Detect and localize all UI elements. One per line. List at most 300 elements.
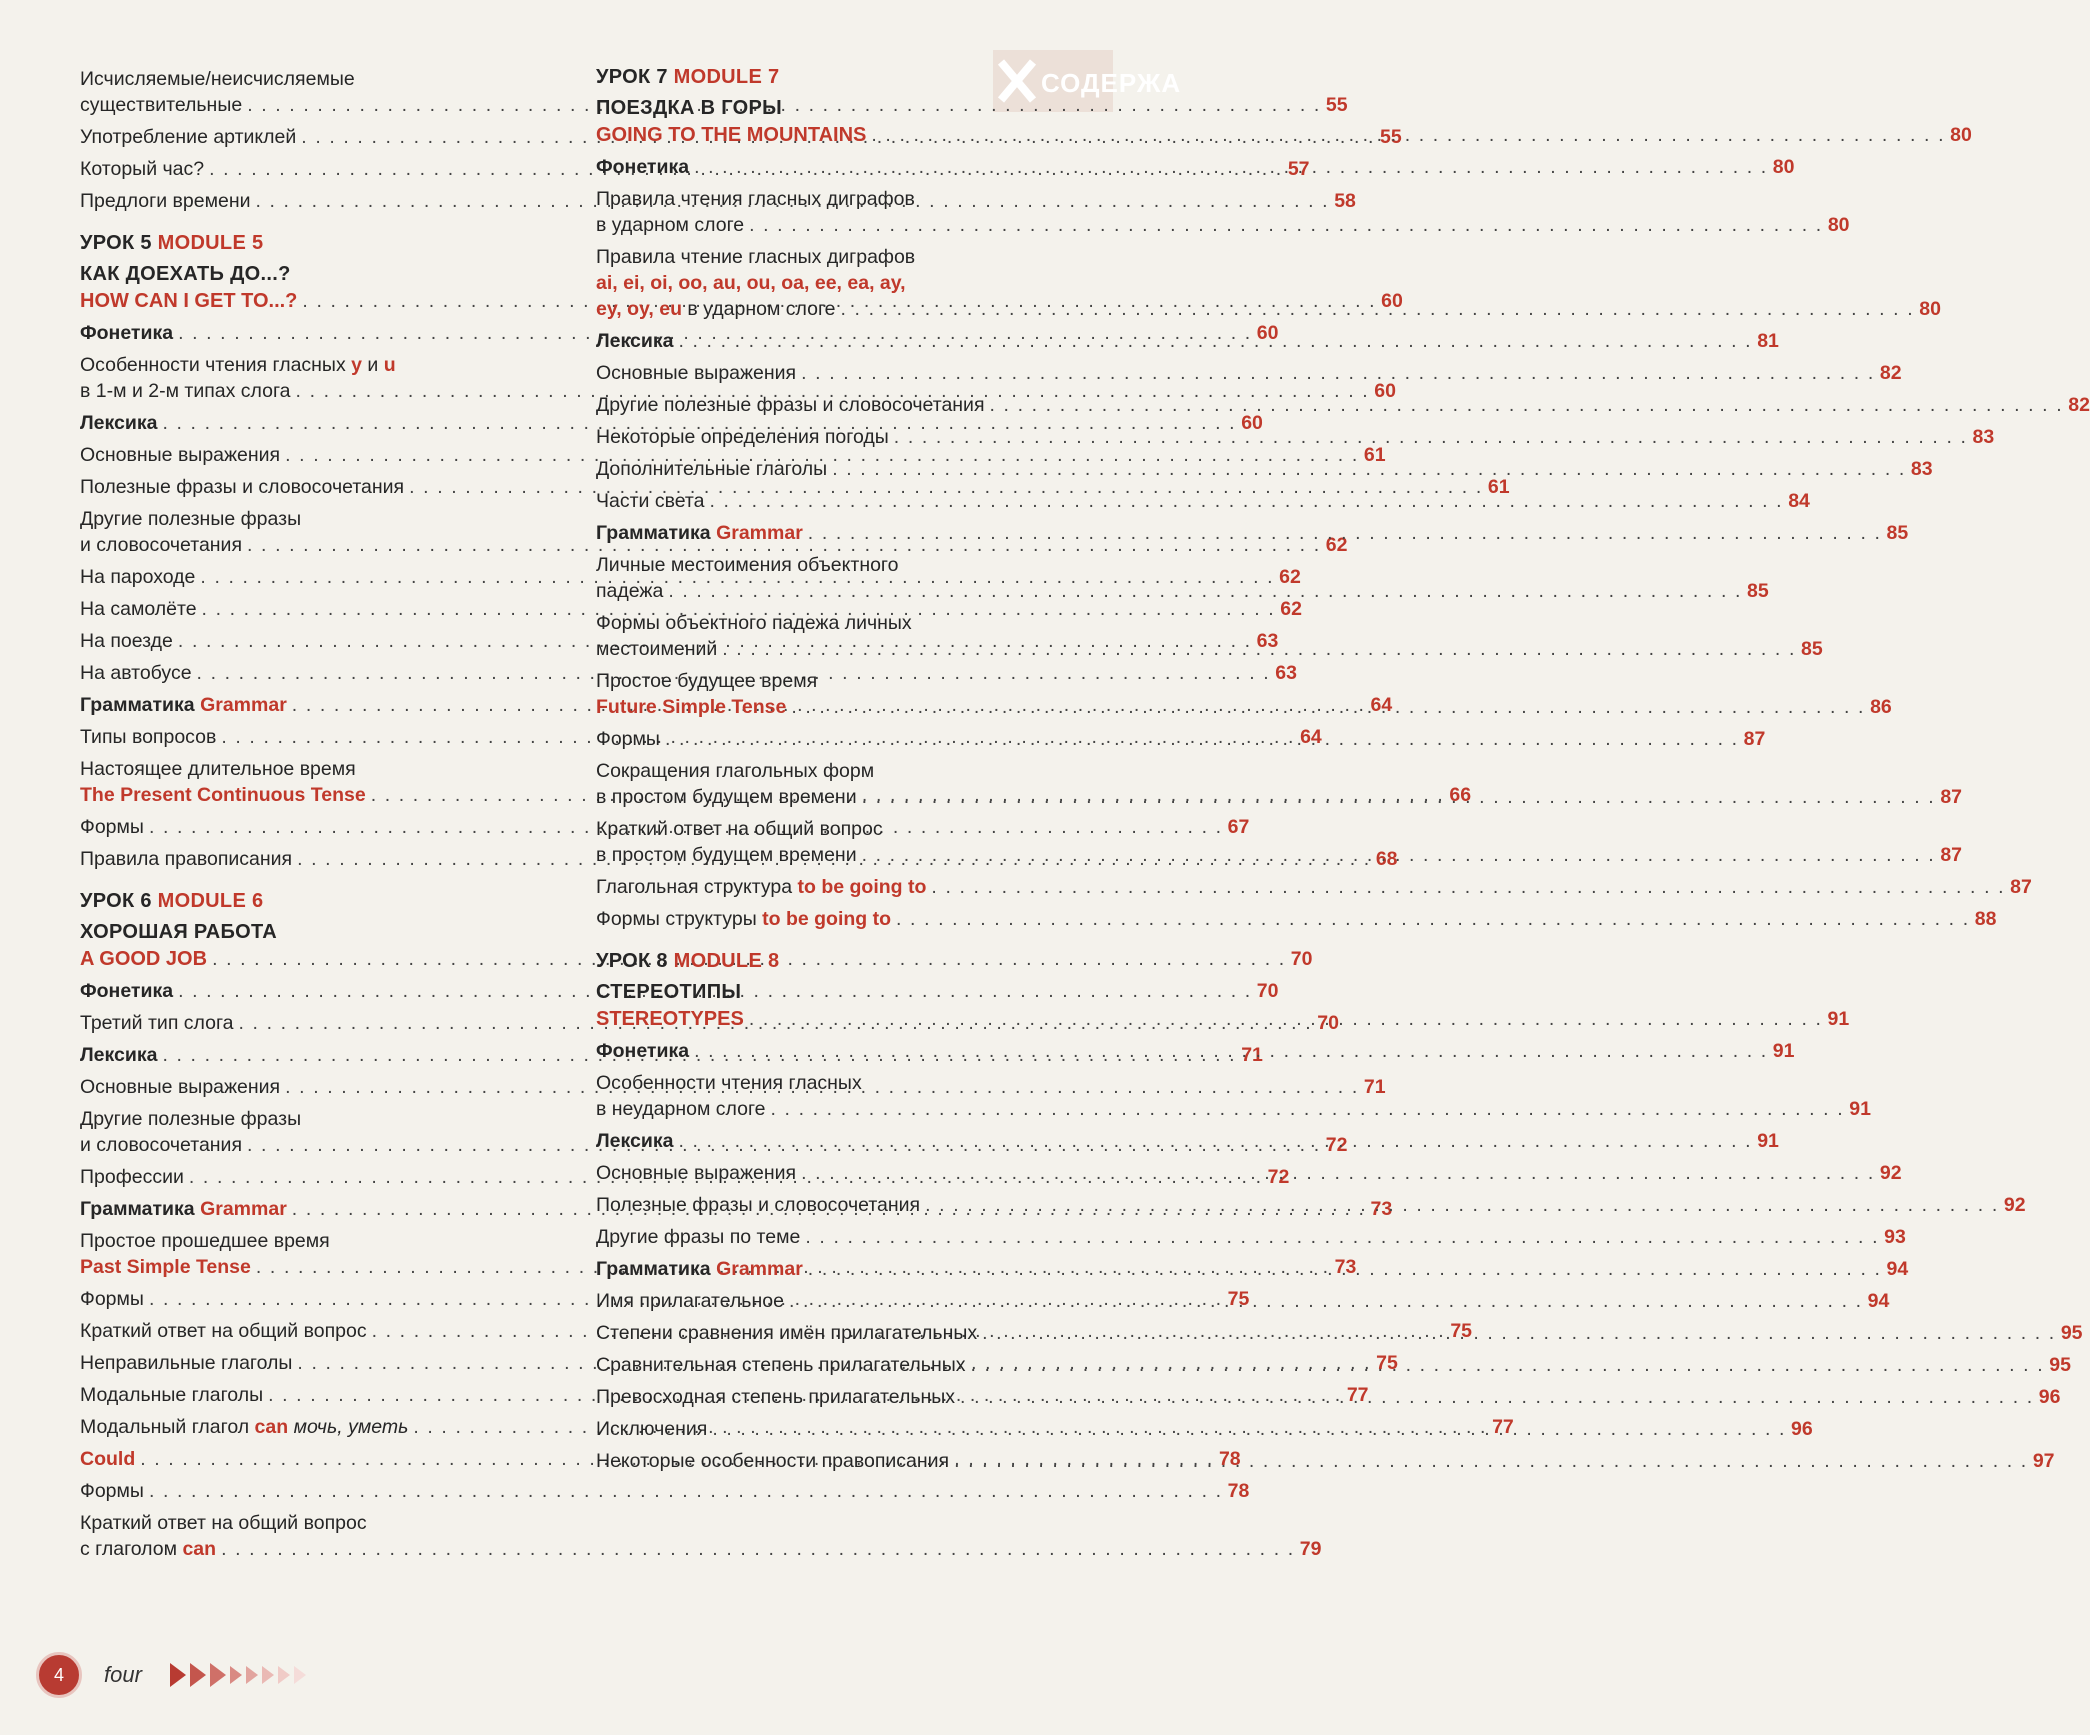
toc-page-number: 81 xyxy=(1757,330,1779,352)
toc-entry-label xyxy=(596,154,689,180)
toc-entry-text: На самолёте xyxy=(80,598,197,620)
module-number: MODULE 7 xyxy=(673,66,780,88)
lesson-heading xyxy=(80,890,570,913)
toc-entry-text: Сокращения глагольных форм xyxy=(596,760,875,782)
toc-entry-row xyxy=(80,442,1386,468)
toc-entry-label xyxy=(596,1352,966,1378)
toc-page-number: 72 xyxy=(1325,1134,1348,1156)
leader-dots xyxy=(722,636,1796,662)
toc-entry-row xyxy=(596,456,1933,482)
toc-page-number: 94 xyxy=(1867,1290,1890,1312)
toc-entry-text: Третий тип слога xyxy=(80,1012,234,1034)
toc-entry-label xyxy=(80,628,173,654)
toc-entry-label xyxy=(596,1038,689,1064)
toc-entry-label xyxy=(80,1414,408,1440)
toc-entry-row xyxy=(80,474,1510,500)
toc-entry-line xyxy=(80,1228,570,1254)
toc-entry xyxy=(80,474,1510,500)
arrow-right-icon xyxy=(294,1666,306,1684)
toc-entry-text: Модальный глагол xyxy=(80,1416,255,1438)
toc-entry-row xyxy=(596,360,1902,386)
toc-entry-heading: Грамматика xyxy=(596,522,711,544)
toc-page-number: 62 xyxy=(1279,566,1301,588)
toc-entry-label xyxy=(80,724,216,750)
leader-dots xyxy=(668,578,1742,604)
toc-entry-label xyxy=(80,1042,157,1068)
toc-entry-label xyxy=(596,906,891,932)
lesson-number: УРОК 6 xyxy=(80,890,152,912)
toc-entry-lines xyxy=(80,442,1386,468)
toc-entry-text: падежа xyxy=(596,580,664,602)
toc-entry-text: Формы xyxy=(80,1480,144,1502)
toc-page-number: 91 xyxy=(1827,1008,1850,1030)
toc-entry-label xyxy=(80,1318,367,1344)
arrow-right-icon xyxy=(210,1662,226,1688)
leader-dots xyxy=(931,874,2005,900)
toc-page-number: 70 xyxy=(1317,1012,1339,1034)
toc-page-number: 92 xyxy=(1879,1162,1902,1184)
toc-entry-heading: Фонетика xyxy=(596,1040,690,1062)
toc-entry-label xyxy=(80,1074,280,1100)
toc-entry-highlight: to be going to xyxy=(797,876,927,898)
toc-entry-heading: Лексика xyxy=(596,1130,674,1152)
toc-entry-label xyxy=(80,378,291,404)
arrow-right-icon xyxy=(278,1666,290,1684)
toc-entry-text: Полезные фразы и словосочетания xyxy=(80,476,405,498)
toc-entry-row xyxy=(596,488,1810,514)
toc-page-number: 71 xyxy=(1363,1076,1386,1098)
leader-dots xyxy=(694,1038,1768,1064)
leader-dots xyxy=(665,726,1739,752)
toc-entry-highlight: Grammar xyxy=(716,522,803,544)
toc-entry-label xyxy=(80,596,197,622)
toc-entry-text: Краткий ответ на общий вопрос xyxy=(80,1512,367,1534)
toc-page-number: 62 xyxy=(1280,598,1302,620)
toc-entry-label xyxy=(596,520,803,546)
toc-entry-label xyxy=(80,442,280,468)
toc-entry-row xyxy=(80,410,1263,436)
toc-entry-lines xyxy=(596,1224,1906,1250)
toc-entry-label xyxy=(596,1288,784,1314)
toc-entry-text: Профессии xyxy=(80,1166,184,1188)
arrow-right-icon xyxy=(262,1666,274,1684)
toc-entry-text: Настоящее длительное время xyxy=(80,758,356,780)
toc-page-number: 75 xyxy=(1450,1320,1473,1342)
toc-entry-row xyxy=(80,1478,1250,1504)
leader-dots xyxy=(789,1288,1863,1314)
page-number-badge: 4 xyxy=(36,1652,82,1698)
toc-page-number: 82 xyxy=(2068,394,2090,416)
toc-entry-text: Дополнительные глаголы xyxy=(596,458,828,480)
toc-entry-text: в ударном слоге xyxy=(681,298,836,320)
leader-dots xyxy=(862,784,1936,810)
leader-dots xyxy=(771,1096,1845,1122)
lesson-number: УРОК 8 xyxy=(596,950,668,972)
toc-entry-label xyxy=(80,1196,287,1222)
lesson-heading xyxy=(596,950,1078,973)
toc-entry-line xyxy=(80,1106,570,1132)
leader-dots xyxy=(791,694,1865,720)
toc-entry-text: Формы xyxy=(80,1288,144,1310)
toc-page-number: 86 xyxy=(1870,696,1892,718)
toc-page-number: 70 xyxy=(1290,948,1313,970)
toc-entry-line xyxy=(596,186,1078,212)
leader-dots xyxy=(221,1536,1295,1562)
toc-entry-highlight: u xyxy=(383,354,396,376)
toc-page-number: 96 xyxy=(1791,1418,1813,1440)
toc-entry-label xyxy=(596,456,827,482)
toc-entry-text: Основные выражения xyxy=(596,362,797,384)
toc-entry-label xyxy=(596,360,796,386)
toc-entry-line xyxy=(596,816,1078,842)
toc-entry xyxy=(596,424,1995,450)
toc-entry-lines xyxy=(80,596,1302,622)
toc-entry-label xyxy=(596,1256,803,1282)
toc-entry-heading: Фонетика xyxy=(596,156,690,178)
toc-entry-highlight: Future Simple Tense xyxy=(596,696,787,718)
toc-entry-label xyxy=(596,1320,977,1346)
toc-entry-row xyxy=(80,1536,1322,1562)
toc-entry-text: Формы xyxy=(596,728,660,750)
toc-entry-text: в простом будущем времени xyxy=(596,786,857,808)
arrow-right-icon xyxy=(246,1666,258,1684)
toc-entry-text: Степени сравнения имён прилагательных xyxy=(596,1322,978,1344)
toc-entry-text: Формы xyxy=(80,816,144,838)
toc-page-number: 80 xyxy=(1950,124,1972,146)
toc-entry-label xyxy=(596,1384,955,1410)
leader-dots xyxy=(832,456,1906,482)
toc-entry-row xyxy=(596,424,1995,450)
toc-entry-text: Модальные глаголы xyxy=(80,1384,264,1406)
arrow-right-icon xyxy=(170,1662,186,1688)
toc-entry-text: Краткий ответ на общий вопрос xyxy=(596,818,883,840)
toc-entry-lines xyxy=(596,424,1995,450)
toc-page-number: 80 xyxy=(1772,156,1795,178)
toc-entry-highlight: can xyxy=(254,1416,289,1438)
toc-entry-label xyxy=(596,874,926,900)
toc-page-number: 73 xyxy=(1370,1198,1393,1220)
toc-entry-heading: Лексика xyxy=(80,1044,158,1066)
toc-entry-text: в простом будущем времени xyxy=(596,844,857,866)
lesson-title: КАК ДОЕХАТЬ ДО...? xyxy=(80,263,291,285)
toc-entry-lines xyxy=(80,474,1510,500)
toc-entry-heading: Грамматика xyxy=(80,1198,195,1220)
toc-entry-heading: Фонетика xyxy=(80,980,174,1002)
leader-dots xyxy=(894,424,1968,450)
toc-entry-label xyxy=(80,320,173,346)
module-number: MODULE 8 xyxy=(673,950,780,972)
leader-dots xyxy=(982,1320,2056,1346)
toc-page-number: 83 xyxy=(1972,426,1995,448)
page-footer xyxy=(36,1652,310,1698)
toc-page-number: 80 xyxy=(1827,214,1850,236)
leader-dots xyxy=(808,1256,1882,1282)
toc-entry-text: Части света xyxy=(596,490,705,512)
toc-entry xyxy=(80,1510,1322,1562)
toc-page-number: 79 xyxy=(1299,1538,1322,1560)
toc-page-number: 82 xyxy=(1879,362,1902,384)
lesson-subtitle: STEREOTYPES xyxy=(596,1008,744,1030)
toc-entry-label xyxy=(80,1446,135,1472)
arrow-right-icon xyxy=(190,1662,206,1688)
toc-entry-label xyxy=(80,564,195,590)
leader-dots xyxy=(841,296,1915,322)
toc-entry-text: На поезде xyxy=(80,630,173,652)
leader-dots xyxy=(801,360,1875,386)
toc-entry xyxy=(80,410,1263,436)
toc-entry-text: мочь, уметь xyxy=(288,1416,409,1438)
toc-entry-text: Сравнительная степень прилагательных xyxy=(596,1354,966,1376)
toc-page-number: 75 xyxy=(1227,1288,1250,1310)
toc-page-number: 84 xyxy=(1788,490,1810,512)
toc-entry-line xyxy=(80,756,570,782)
toc-entry-line xyxy=(596,270,1078,296)
toc-entry-row xyxy=(596,578,1769,604)
toc-entry-label xyxy=(80,1536,216,1562)
toc-entry-lines xyxy=(596,874,2032,900)
toc-page-number: 70 xyxy=(1256,980,1279,1002)
toc-page-number: 62 xyxy=(1325,534,1348,556)
toc-page-number: 85 xyxy=(1747,580,1769,602)
toc-page-number: 63 xyxy=(1275,662,1297,684)
toc-entry-label xyxy=(596,296,836,322)
toc-entry-highlight: Grammar xyxy=(716,1258,803,1280)
toc-page-number: 97 xyxy=(2032,1450,2055,1472)
toc-entry-text: Правила правописания xyxy=(80,848,293,870)
toc-entry-text: в ударном слоге xyxy=(596,214,745,236)
toc-entry-text: Имя прилагательное xyxy=(596,1290,784,1312)
toc-entry-label xyxy=(596,694,786,720)
toc-entry-label xyxy=(80,1164,184,1190)
toc-entry-line xyxy=(80,352,570,378)
toc-entry-text: и словосочетания xyxy=(80,1134,243,1156)
toc-entry-label xyxy=(80,692,287,718)
toc-entry-label xyxy=(80,410,157,436)
toc-page-number: 64 xyxy=(1370,694,1393,716)
toc-page-number: 58 xyxy=(1334,190,1356,212)
toc-entry-label xyxy=(80,1254,251,1280)
toc-entry-label xyxy=(596,636,717,662)
toc-page-number: 94 xyxy=(1886,1258,1909,1280)
toc-entry-text: Основные выражения xyxy=(80,444,281,466)
leader-dots xyxy=(678,1128,1752,1154)
toc-page-number: 60 xyxy=(1381,290,1403,312)
leader-dots xyxy=(749,212,1823,238)
toc-page-number: 64 xyxy=(1300,726,1322,748)
toc-entry-lines xyxy=(596,456,1933,482)
toc-entry-highlight: ey, oy, eu xyxy=(596,298,682,320)
leader-dots xyxy=(896,906,1970,932)
module-number: MODULE 6 xyxy=(157,890,264,912)
leader-dots xyxy=(149,1478,1223,1504)
toc-entry-lines xyxy=(596,488,1810,514)
toc-entry-text: Глагольная структура xyxy=(596,876,798,898)
toc-entry-label xyxy=(596,1096,766,1122)
toc-entry-lines xyxy=(596,906,1997,932)
toc-page-number: 67 xyxy=(1227,816,1250,838)
toc-entry-line: Исчисляемые/неисчисляемые xyxy=(80,68,355,90)
toc-entry-row xyxy=(80,596,1302,622)
header-badge-text: СОДЕРЖА xyxy=(1041,68,1182,98)
toc-entry-text: Личные местоимения объектного xyxy=(596,554,899,576)
toc-entry-lines xyxy=(80,1478,1250,1504)
toc-entry-label xyxy=(80,1382,263,1408)
toc-entry-label xyxy=(596,578,663,604)
toc-entry-text: Другие полезные фразы xyxy=(80,1108,302,1130)
toc-page-number: 55 xyxy=(1325,94,1348,116)
toc-entry-label xyxy=(596,1448,949,1474)
toc-page-number: 68 xyxy=(1375,848,1398,870)
toc-entry-text: Превосходная степень прилагательных xyxy=(596,1386,956,1408)
toc-entry-text: и словосочетания xyxy=(80,534,243,556)
toc-entry-line xyxy=(596,552,1078,578)
toc-entry-lines xyxy=(596,360,1902,386)
toc-entry-label xyxy=(596,1160,796,1186)
toc-entry-label xyxy=(596,842,857,868)
toc-entry-label xyxy=(80,1010,234,1036)
toc-entry-label xyxy=(80,1350,292,1376)
toc-page-number: 80 xyxy=(1919,298,1941,320)
leader-dots xyxy=(954,1448,2028,1474)
toc-page-number: 72 xyxy=(1267,1166,1290,1188)
toc-page-number: 87 xyxy=(2010,876,2032,898)
toc-entry-text: в 1-м и 2-м типах слога xyxy=(80,380,291,402)
toc-page-number: 78 xyxy=(1218,1448,1241,1470)
toc-page-number: 55 xyxy=(1380,126,1402,148)
toc-entry-line xyxy=(80,1510,570,1536)
toc-page-number: 60 xyxy=(1256,322,1279,344)
toc-entry-heading: Фонетика xyxy=(80,322,174,344)
toc-entry-text: На автобусе xyxy=(80,662,192,684)
toc-entry-text: Основные выражения xyxy=(80,1076,281,1098)
leader-dots xyxy=(801,1160,1875,1186)
leader-dots xyxy=(805,1224,1879,1250)
toc-entry-text: Краткий ответ на общий вопрос xyxy=(80,1320,367,1342)
toc-entry-text: Особенности чтения гласных xyxy=(80,354,352,376)
arrow-decoration xyxy=(170,1662,310,1688)
toc-page-number: 85 xyxy=(1800,638,1823,660)
leader-dots xyxy=(990,392,2064,418)
toc-entry-text: Основные выражения xyxy=(596,1162,797,1184)
toc-entry-text: Типы вопросов xyxy=(80,726,217,748)
toc-page-number: 61 xyxy=(1363,444,1386,466)
toc-entry-label xyxy=(596,1128,673,1154)
toc-page-number: 88 xyxy=(1974,908,1997,930)
page-number-word: four xyxy=(104,1662,142,1687)
toc-entry-label xyxy=(80,846,292,872)
toc-page-number: 73 xyxy=(1334,1256,1357,1278)
toc-entry-text: Некоторые определения погоды xyxy=(596,426,889,448)
toc-entry-highlight: ai, ei, oi, oo, au, ou, oa, ee, ea, ay, xyxy=(596,272,906,294)
lesson-subtitle: GOING TO THE MOUNTAINS xyxy=(596,124,867,146)
toc-page-number: 85 xyxy=(1886,522,1909,544)
toc-entry-line xyxy=(596,668,1078,694)
toc-entry-heading: Лексика xyxy=(80,412,158,434)
toc-entry-highlight: Past Simple Tense xyxy=(80,1256,251,1278)
toc-page-number: 87 xyxy=(1940,786,1963,808)
toc-entry-row xyxy=(80,378,1396,404)
toc-entry xyxy=(596,456,1933,482)
toc-page-number: 87 xyxy=(1743,728,1766,750)
toc-entry-text: в неударном слоге xyxy=(596,1098,766,1120)
toc-entry-highlight: can xyxy=(182,1538,217,1560)
toc-page-number: 60 xyxy=(1241,412,1263,434)
toc-page-number: 75 xyxy=(1376,1352,1398,1374)
toc-page-number: 87 xyxy=(1940,844,1963,866)
toc-entry-line xyxy=(596,1070,1078,1096)
toc-entry-text: местоимений xyxy=(596,638,718,660)
toc-entry-text: Простое прошедшее время xyxy=(80,1230,330,1252)
toc-entry-text: Который час? xyxy=(80,158,205,180)
toc-entry xyxy=(596,392,2090,418)
lesson-heading xyxy=(80,232,570,255)
toc-entry-highlight: y xyxy=(351,354,362,376)
lesson-subtitle: HOW CAN I GET TO...? xyxy=(80,290,298,312)
toc-entry xyxy=(80,1478,1250,1504)
toc-entry-text: Некоторые особенности правописания xyxy=(596,1450,950,1472)
toc-entry xyxy=(596,874,2032,900)
toc-entry-row xyxy=(596,1224,1906,1250)
toc-page-number: 91 xyxy=(1772,1040,1795,1062)
toc-entry-label xyxy=(596,328,673,354)
toc-entry-text: с глаголом xyxy=(80,1538,183,1560)
toc-page-number: 63 xyxy=(1256,630,1279,652)
toc-entry-text: Другие полезные фразы и словосочетания xyxy=(596,394,985,416)
toc-entry-text: Исключения xyxy=(596,1418,708,1440)
toc-entry xyxy=(80,442,1386,468)
toc-entry-label xyxy=(596,392,985,418)
toc-page-number: 78 xyxy=(1227,1480,1250,1502)
toc-entry-highlight: Grammar xyxy=(200,694,287,716)
toc-entry-heading: Лексика xyxy=(596,330,674,352)
toc-entry xyxy=(596,906,1997,932)
leader-dots xyxy=(709,488,1783,514)
leader-dots xyxy=(694,154,1768,180)
toc-page-number: 60 xyxy=(1374,380,1396,402)
lesson-subtitle: A GOOD JOB xyxy=(80,948,208,970)
toc-entry-label xyxy=(596,1224,800,1250)
leader-dots xyxy=(960,1384,2034,1410)
toc-entry-text: Другие фразы по теме xyxy=(596,1226,801,1248)
toc-entry-label xyxy=(80,660,192,686)
toc-entry-row xyxy=(596,1096,1871,1122)
toc-entry-label xyxy=(596,212,744,238)
toc-entry-text: Правила чтение гласных диграфов xyxy=(596,246,916,268)
arrow-right-icon xyxy=(230,1666,242,1684)
leader-dots xyxy=(871,122,1945,148)
toc-entry-label xyxy=(80,1478,144,1504)
toc-entry-row xyxy=(596,212,1850,238)
toc-page-number: 95 xyxy=(2060,1322,2083,1344)
toc-entry-line xyxy=(596,244,1078,270)
toc-page-number: 93 xyxy=(1884,1226,1906,1248)
toc-page-number: 57 xyxy=(1287,158,1310,180)
toc-entry-line xyxy=(80,506,570,532)
toc-entry-heading: Грамматика xyxy=(80,694,195,716)
toc-entry xyxy=(80,596,1302,622)
leader-dots xyxy=(749,1006,1823,1032)
lesson-number: УРОК 5 xyxy=(80,232,152,254)
toc-page-number: 91 xyxy=(1757,1130,1779,1152)
toc-entry xyxy=(596,1224,1906,1250)
toc-entry xyxy=(596,488,1810,514)
toc-entry-highlight: The Present Continuous Tense xyxy=(80,784,366,806)
toc-page-number: 96 xyxy=(2038,1386,2061,1408)
module-number: MODULE 5 xyxy=(157,232,264,254)
toc-entry-label xyxy=(80,782,366,808)
toc-entry-text: Особенности чтения гласных xyxy=(596,1072,862,1094)
toc-page-number: 91 xyxy=(1849,1098,1871,1120)
